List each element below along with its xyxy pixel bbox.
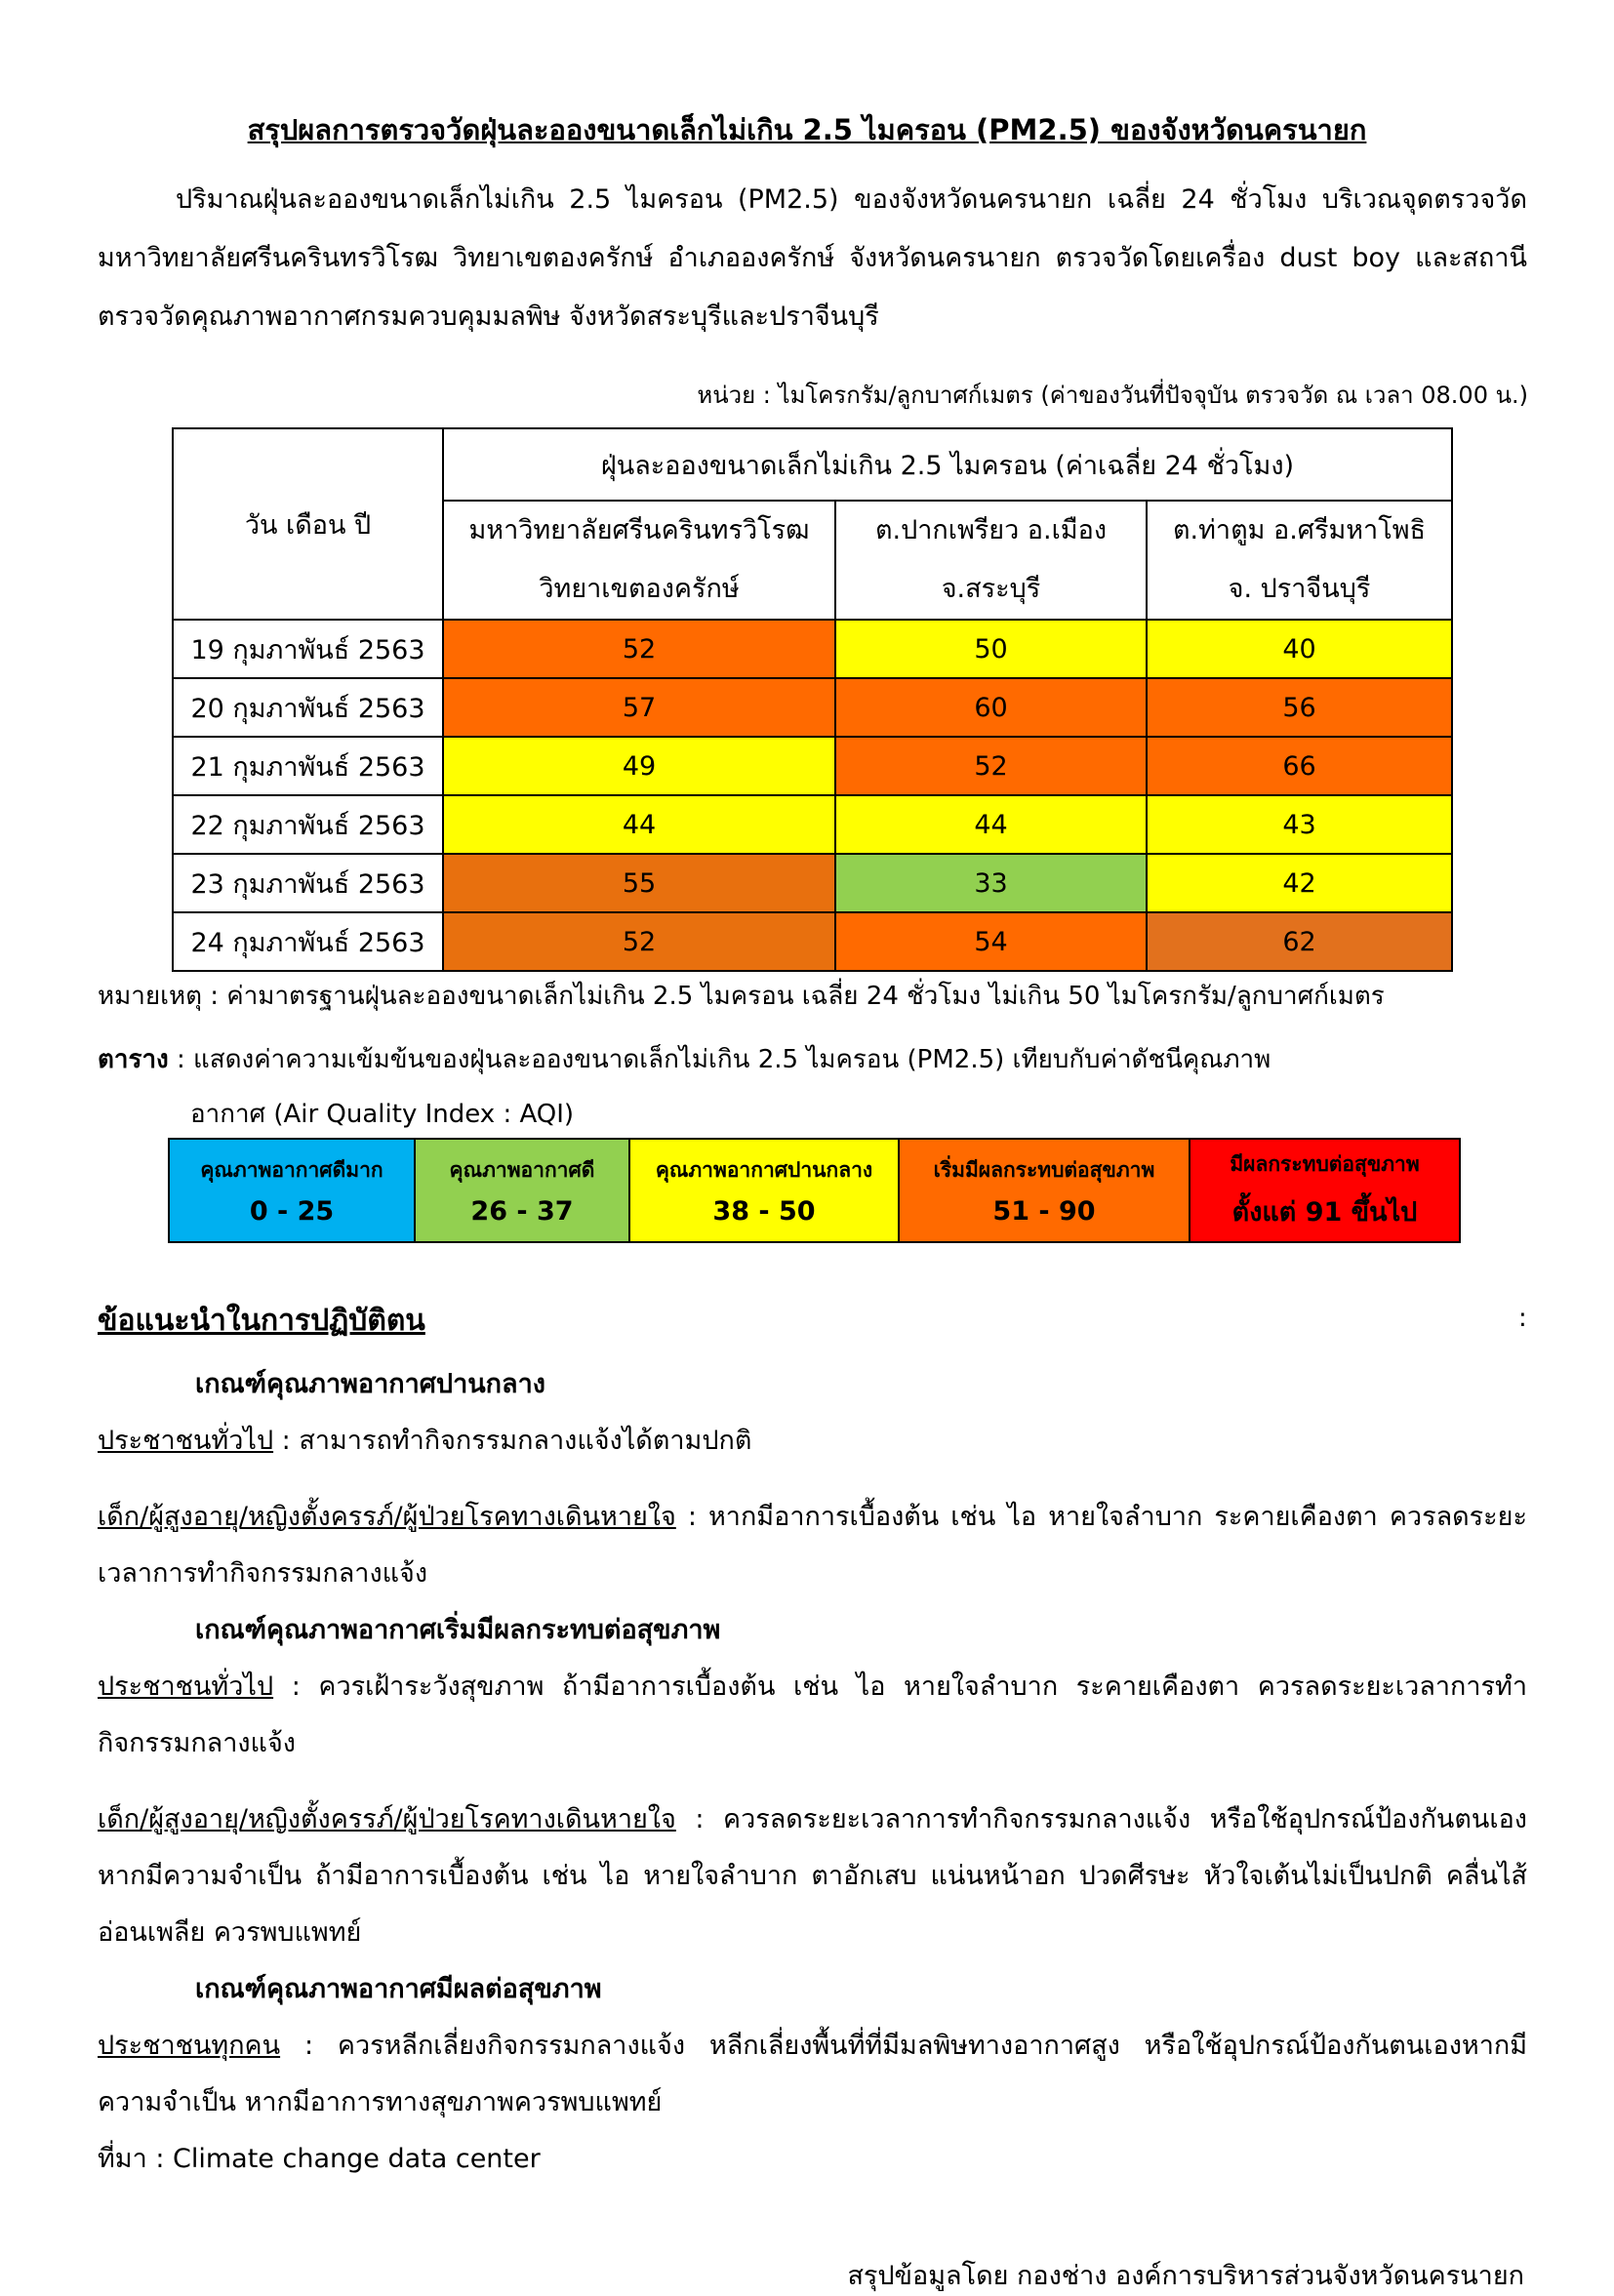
- aqi-label: คุณภาพอากาศปานกลาง: [655, 1158, 873, 1182]
- group-label: ประชาชนทั่วไป: [98, 1672, 274, 1702]
- aqi-label: คุณภาพอากาศดีมาก: [200, 1158, 383, 1182]
- advice-colon: :: [1518, 1304, 1527, 1333]
- station-2-line1: ต.ปากเพรียว อ.เมือง: [874, 515, 1108, 545]
- value-cell: 33: [835, 854, 1147, 912]
- advice-item: [98, 1489, 1527, 1602]
- group-text: : สามารถทำกิจกรรมกลางแจ้งได้ตามปกติ: [273, 1426, 752, 1456]
- group-text: : หากมีอาการเบื้องต้น เช่น ไอ หายใจลำบาก ระคายเคืองตา ควรลดระยะเวลาการทำกิจกรรมกลางแจ้ง: [98, 1502, 1527, 1589]
- aqi-starting-effect: [899, 1139, 1190, 1242]
- value-cell: 54: [835, 912, 1147, 971]
- table-caption-label: ตาราง: [98, 1045, 169, 1074]
- station-header-2: [835, 501, 1147, 620]
- value-cell: 52: [443, 620, 835, 678]
- criteria-moderate-title: เกณฑ์คุณภาพอากาศปานกลาง: [195, 1369, 545, 1399]
- table-caption: [98, 1032, 1366, 1142]
- value-cell: 66: [1147, 737, 1452, 795]
- aqi-unhealthy: [1190, 1139, 1460, 1242]
- row-date: 22 กุมภาพันธ์ 2563: [173, 795, 443, 854]
- station-3-line2: จ. ปราจีนบุรี: [1228, 574, 1371, 604]
- value-cell: 57: [443, 678, 835, 737]
- advice-section: [98, 1356, 1527, 2188]
- row-date: 21 กุมภาพันธ์ 2563: [173, 737, 443, 795]
- value-cell: 44: [835, 795, 1147, 854]
- aqi-range: 26 - 37: [470, 1196, 574, 1227]
- station-3-line1: ต.ท่าตูม อ.ศรีมหาโพธิ: [1173, 515, 1426, 545]
- aqi-very-good: [169, 1139, 415, 1242]
- table-row: [173, 912, 1452, 971]
- aqi-moderate: [629, 1139, 899, 1242]
- group-label: ประชาชนทั่วไป: [98, 1426, 274, 1456]
- group-text: : ควรหลีกเลี่ยงกิจกรรมกลางแจ้ง หลีกเลี่ยงพื้นที่ที่มีมลพิษทางอากาศสูง หรือใช้อุปกรณ์ป้องกันตนเองหากมีความจำเป็น หากมีอาการทางสุขภาพควรพบแพทย์: [98, 2031, 1527, 2117]
- standard-note: หมายเหตุ : ค่ามาตรฐานฝุ่นละอองขนาดเล็กไม่เกิน 2.5 ไมครอน เฉลี่ย 24 ชั่วโมง ไม่เกิน 50 ไมโครกรัม/ลูกบาศก์เมตร: [98, 982, 1385, 1011]
- row-date: 24 กุมภาพันธ์ 2563: [173, 912, 443, 971]
- table-row: [173, 795, 1452, 854]
- value-cell: 56: [1147, 678, 1452, 737]
- unit-note: หน่วย : ไมโครกรัม/ลูกบาศก์เมตร (ค่าของวันที่ปัจจุบัน ตรวจวัด ณ เวลา 08.00 น.): [697, 382, 1528, 409]
- station-2-line2: จ.สระบุรี: [941, 574, 1041, 604]
- value-cell: 55: [443, 854, 835, 912]
- intro-paragraph: ปริมาณฝุ่นละอองขนาดเล็กไม่เกิน 2.5 ไมครอน (PM2.5) ของจังหวัดนครนายก เฉลี่ย 24 ชั่วโมง บริเวณจุดตรวจวัด มหาวิทยาลัยศรีนครินทรวิโรฒ วิทยาเขตองครักษ์ อำเภอองครักษ์ จังหวัดนครนายก ตรวจวัดโดยเครื่อง dust boy และสถานีตรวจวัดคุณภาพอากาศกรมควบคุมมลพิษ จังหวัดสระบุรีและปราจีนบุรี: [98, 184, 1527, 332]
- advice-heading: ข้อแนะนำในการปฏิบัติตน: [98, 1304, 425, 1338]
- row-date: 20 กุมภาพันธ์ 2563: [173, 678, 443, 737]
- value-cell: 43: [1147, 795, 1452, 854]
- group-label: เด็ก/ผู้สูงอายุ/หญิงตั้งครรภ์/ผู้ป่วยโรคทางเดินหายใจ: [98, 1502, 676, 1532]
- aqi-label: มีผลกระทบต่อสุขภาพ: [1230, 1152, 1420, 1176]
- value-cell: 50: [835, 620, 1147, 678]
- station-1-line1: มหาวิทยาลัยศรีนครินทรวิโรฒ: [468, 515, 810, 545]
- value-cell: 49: [443, 737, 835, 795]
- aqi-range: 38 - 50: [712, 1196, 816, 1227]
- pm25-table: [172, 427, 1453, 972]
- table-row: [173, 620, 1452, 678]
- group-header: ฝุ่นละอองขนาดเล็กไม่เกิน 2.5 ไมครอน (ค่าเฉลี่ย 24 ชั่วโมง): [443, 428, 1452, 501]
- table-row: [173, 678, 1452, 737]
- advice-item: [98, 2018, 1527, 2131]
- value-cell: 40: [1147, 620, 1452, 678]
- footer-credit: สรุปข้อมูลโดย กองช่าง องค์การบริหารส่วนจังหวัดนครนายก: [847, 2261, 1524, 2291]
- source-note: ที่มา : Climate change data center: [98, 2144, 541, 2174]
- group-text: : ควรลดระยะเวลาการทำกิจกรรมกลางแจ้ง หรือใช้อุปกรณ์ป้องกันตนเองหากมีความจำเป็น ถ้ามีอาการเบื้องต้น เช่น ไอ หายใจลำบาก ตาอักเสบ แน่นหน้าอก ปวดศีรษะ หัวใจเต้นไม่เป็นปกติ คลื่นไส้อ่อนเพลีย ควรพบแพทย์: [98, 1804, 1527, 1948]
- date-header: วัน เดือน ปี: [173, 428, 443, 620]
- criteria-unhealthy-title: เกณฑ์คุณภาพอากาศมีผลต่อสุขภาพ: [195, 1974, 602, 2004]
- table-row: [173, 737, 1452, 795]
- advice-item: [98, 1659, 1527, 1772]
- station-1-line2: วิทยาเขตองครักษ์: [539, 574, 740, 604]
- value-cell: 62: [1147, 912, 1452, 971]
- advice-item: [98, 1413, 1527, 1470]
- table-row: [173, 854, 1452, 912]
- group-label: ประชาชนทุกคน: [98, 2031, 281, 2061]
- group-text: : ควรเฝ้าระวังสุขภาพ ถ้ามีอาการเบื้องต้น เช่น ไอ หายใจลำบาก ระคายเคืองตา ควรลดระยะเวลาการทำกิจกรรมกลางแจ้ง: [98, 1672, 1527, 1758]
- criteria-starting-title: เกณฑ์คุณภาพอากาศเริ่มมีผลกระทบต่อสุขภาพ: [195, 1615, 721, 1645]
- advice-item: [98, 1792, 1527, 1961]
- value-cell: 52: [443, 912, 835, 971]
- aqi-label: เริ่มมีผลกระทบต่อสุขภาพ: [933, 1158, 1155, 1182]
- aqi-legend: [168, 1138, 1461, 1243]
- value-cell: 44: [443, 795, 835, 854]
- station-header-1: [443, 501, 835, 620]
- value-cell: 52: [835, 737, 1147, 795]
- page-title: สรุปผลการตรวจวัดฝุ่นละอองขนาดเล็กไม่เกิน 2.5 ไมครอน (PM2.5) ของจังหวัดนครนายก: [247, 113, 1367, 146]
- row-date: 19 กุมภาพันธ์ 2563: [173, 620, 443, 678]
- station-header-3: [1147, 501, 1452, 620]
- aqi-range: 51 - 90: [992, 1196, 1096, 1227]
- value-cell: 42: [1147, 854, 1452, 912]
- value-cell: 60: [835, 678, 1147, 737]
- aqi-good: [415, 1139, 629, 1242]
- table-caption-text: : แสดงค่าความเข้มข้นของฝุ่นละอองขนาดเล็กไม่เกิน 2.5 ไมครอน (PM2.5) เทียบกับค่าดัชนีคุณภาพ: [168, 1045, 1271, 1074]
- table-caption-text-2: อากาศ (Air Quality Index : AQI): [190, 1100, 575, 1129]
- aqi-range: 0 - 25: [249, 1196, 335, 1227]
- group-label: เด็ก/ผู้สูงอายุ/หญิงตั้งครรภ์/ผู้ป่วยโรคทางเดินหายใจ: [98, 1804, 676, 1834]
- aqi-label: คุณภาพอากาศดี: [449, 1158, 595, 1182]
- row-date: 23 กุมภาพันธ์ 2563: [173, 854, 443, 912]
- aqi-range: ตั้งแต่ 91 ขึ้นไป: [1231, 1197, 1418, 1228]
